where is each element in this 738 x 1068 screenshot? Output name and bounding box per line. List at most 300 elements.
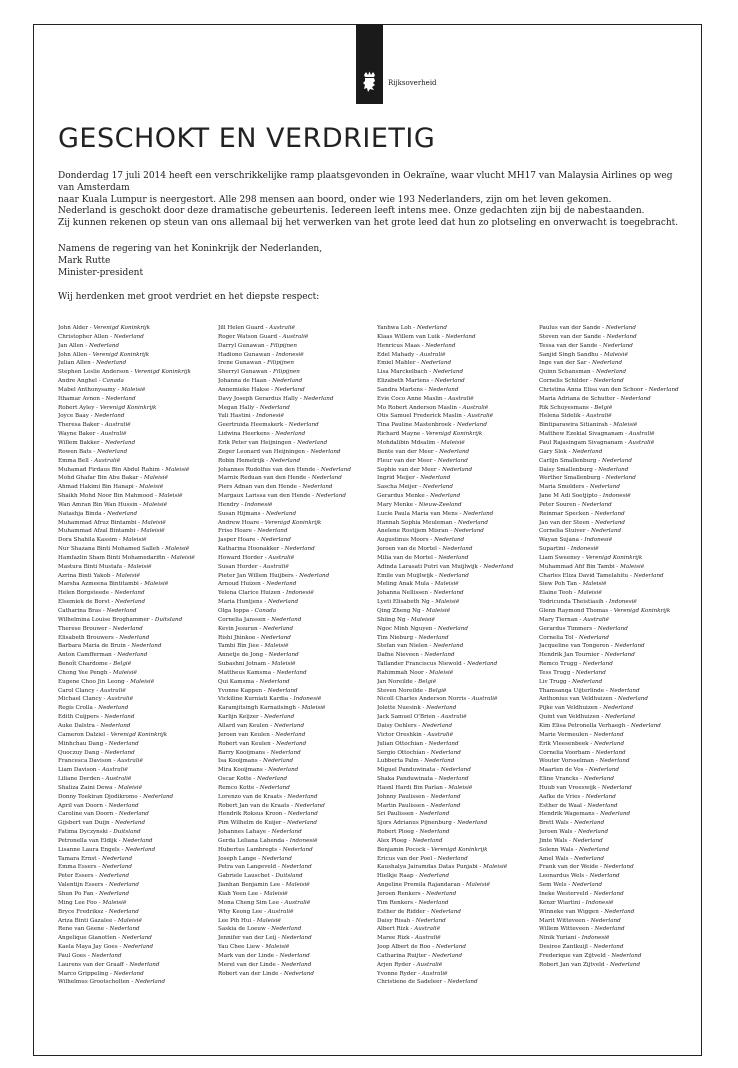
victim-name: Jinte Wals	[539, 837, 568, 844]
signature-line: Namens de regering van het Koninkrijk der Nederlanden,	[58, 244, 323, 254]
victim-name: Hendry	[218, 501, 240, 508]
victim-name: Susan Hijmans	[218, 510, 261, 517]
victim-nationality: Nederland	[483, 563, 514, 570]
victim-nationality: Nederland	[131, 643, 162, 650]
victim-entry: Jianhan Benjamin Lee - Maleisië	[218, 882, 310, 889]
signature-block	[58, 243, 683, 279]
victim-name: Roger Watson Guard	[218, 333, 278, 340]
victim-name: Liv Trugg	[539, 678, 567, 685]
victim-nationality: Nederland	[108, 908, 139, 915]
victim-nationality: Nederland	[430, 908, 461, 915]
victim-nationality: Nederland	[286, 820, 318, 827]
victim-entry: Elisabeth Brouwers - Nederland	[58, 634, 150, 641]
victim-entry: Regis Crolla - Nederland	[58, 705, 129, 712]
victim-name: Helena Sidelik	[539, 413, 581, 420]
victim-name: Julian Ottochian	[377, 740, 424, 747]
victim-name: Eline Vrancks	[539, 776, 579, 783]
victim-nationality: Nederland	[594, 510, 625, 517]
victim-nationality: Nederland	[437, 855, 468, 862]
victim-name: Remco Kotte	[218, 784, 255, 791]
victim-name: Shaka Panduwinata	[377, 776, 434, 783]
victim-name: Victor Oreshkin	[377, 731, 422, 738]
victim-nationality: Nederland	[125, 846, 156, 853]
victim-nationality: Indonesië	[275, 351, 304, 358]
victim-name: Mohdalibin Mdsalim	[377, 439, 436, 446]
victim-entry: Tina Pauline Mastenbroek - Nederland	[377, 422, 487, 429]
victim-name: Catharina Bras	[58, 608, 101, 614]
intro-paragraph	[58, 170, 683, 206]
victim-entry: Bryce Fredriksz - Nederland	[58, 908, 139, 915]
victim-nationality: Nederland	[573, 855, 605, 862]
victim-name: Yvonne Ryder	[377, 970, 417, 977]
victim-nationality: Nederland	[594, 926, 625, 933]
victim-entry: Johannes Lahaye - Nederland	[218, 829, 302, 836]
victim-nationality: Nederland	[430, 749, 461, 756]
victim-nationality: Nederland	[104, 749, 135, 756]
victim-name: Tim Nieburg	[377, 634, 414, 641]
victim-nationality: Nederland	[97, 448, 128, 455]
victim-nationality: Nederland	[266, 581, 297, 588]
victim-entry: Jack Samuel O'Brien - Australië	[377, 714, 467, 721]
victim-entry: Julian Ottochian - Nederland	[377, 740, 459, 747]
victim-nationality: Nederland	[112, 625, 143, 632]
victim-entry: Yanhwa Loh - Nederland	[377, 325, 447, 331]
victim-nationality: Indonesië	[286, 590, 314, 597]
victim-entry: Aafke de Vries - Nederland	[539, 793, 616, 800]
victim-entry: Christina Anna Elisa van den Schoor - Nederland	[539, 386, 679, 393]
victim-name: Yuli Hastini	[218, 413, 251, 420]
victim-name: Paul Goes	[58, 952, 87, 959]
victim-nationality: Nederland	[426, 891, 457, 897]
victim-entry: Reinmar Specken - Nederland	[539, 510, 625, 517]
victim-entry: Emiel Mahler - Nederland	[377, 360, 452, 367]
org-name: Rijksoverheid	[388, 79, 437, 87]
victim-entry: Annetje de Jong - Nederland	[218, 652, 299, 659]
victim-nationality: Nederland	[416, 325, 447, 331]
victim-entry: Albert Rizk - Australië	[377, 926, 440, 933]
victim-nationality: Nederland	[575, 669, 606, 676]
victim-name: Matthew Ezekial Sivagnanam	[539, 431, 624, 438]
victim-nationality: Maleisië	[434, 581, 459, 588]
victim-entry: Paul Goes - Nederland	[58, 952, 122, 959]
victim-name: Quinn Schansman	[539, 369, 591, 376]
victim-nationality: Nederland	[434, 378, 465, 385]
victim-name: Johnny Paulissen	[377, 793, 426, 800]
victim-entry: Liliane Derden - Australië	[58, 776, 132, 783]
victim-nationality: Maleisië	[410, 616, 435, 623]
victim-entry: Maree Rizk - Australië	[377, 935, 441, 942]
victim-nationality: Nederland	[428, 740, 459, 747]
victim-entry: Jacqueline van Tongeren - Nederland	[539, 643, 645, 650]
victim-name: Andrew Hoare	[218, 519, 260, 526]
victim-entry: Wouter Vorsselman - Nederland	[539, 758, 630, 765]
victim-entry: Cornelia Voorham - Nederland	[539, 749, 626, 756]
victim-entry: Darryl Gunawan - Filipijnen	[218, 342, 297, 349]
victim-nationality: Nederland	[605, 325, 636, 331]
victim-nationality: Nederland	[418, 634, 449, 641]
victim-name: Ngoc Minh Nguyen	[377, 625, 433, 632]
victim-name: Lidwina Heerkens	[218, 431, 270, 438]
victim-name: Saskia de Loeuw	[218, 926, 266, 933]
victim-nationality: Nederland	[604, 652, 635, 659]
victim-nationality: Nederland	[108, 882, 139, 889]
victim-entry: Hielkje Raap - Nederland	[377, 873, 450, 880]
victim-nationality: Nederland	[281, 935, 312, 942]
victim-nationality: Nederland	[96, 360, 127, 367]
victim-name: Martin Paulissen	[377, 802, 425, 809]
victim-nationality: Nederland	[275, 431, 306, 438]
victim-name: Ericus van der Poel	[377, 855, 433, 862]
victim-nationality: Maleisië	[130, 678, 155, 685]
victim-entry: Barbara Maria de Bruin - Nederland	[58, 643, 162, 650]
victim-name: Dora Shahila Kassim	[58, 537, 118, 544]
victim-nationality: Australië	[117, 758, 143, 765]
victim-entry: Sherryl Gunawan - Filipijnen	[218, 369, 300, 376]
victim-entry: Frank van der Weide - Nederland	[539, 864, 634, 871]
victim-nationality: Australië	[462, 404, 489, 411]
victim-nationality: Nederland	[100, 722, 131, 729]
victim-nationality: Filipijnen	[273, 369, 300, 376]
victim-name: Liliane Derden	[58, 776, 101, 783]
victim-name: Peter Essers	[58, 873, 94, 880]
victim-entry: Karamjitsingh Karnailsingh - Maleisië	[218, 705, 326, 712]
victim-name: Glenn Raymond Thomas	[539, 608, 609, 614]
victim-nationality: Australië	[427, 731, 453, 738]
victim-nationality: Maleisië	[440, 439, 465, 446]
victim-name: Willem Bakker	[58, 439, 100, 446]
victim-entry: Jeroen van Keulen - Nederland	[218, 731, 306, 738]
victim-nationality: Nederland	[259, 678, 290, 685]
victim-entry: Wayan Sujana - Indonesië	[539, 537, 613, 544]
victim-name: Yau Chee Liew	[218, 944, 260, 951]
victim-name: Willem Witteveen	[539, 926, 590, 933]
victim-name: Charles Eliza David Tamelahitu	[539, 572, 629, 579]
victim-entry: Jeroen Wals - Nederland	[539, 829, 609, 836]
victim-name: Maria Huntjens	[218, 599, 263, 606]
victim-entry: Maria Smolders - Nederland	[539, 484, 620, 491]
victim-nationality: Australië	[440, 714, 467, 721]
victims-column	[539, 324, 697, 970]
victim-nationality: Nederland	[437, 457, 468, 464]
victim-name: Marit Witteveen	[539, 917, 586, 924]
victim-name: Helen Borgsteede	[58, 590, 110, 597]
victim-entry: Desiree Zantkuijl - Nederland	[539, 944, 624, 951]
victim-name: Elsemiek de Borst	[58, 599, 110, 606]
victim-nationality: Maleisië	[165, 466, 190, 473]
victim-entry: Paulus van der Sande - Nederland	[539, 325, 636, 331]
victim-entry: Merel van der Linde - Nederland	[218, 961, 312, 968]
victim-nationality: Verenigd Koninkrijk	[613, 608, 671, 614]
victim-name: Jianhan Benjamin Lee	[218, 882, 281, 889]
victim-entry: Joyce Baay - Nederland	[58, 413, 125, 420]
victim-nationality: Maleisië	[435, 599, 460, 606]
victim-name: Robert van Keulen	[218, 740, 271, 747]
victim-nationality: Nederland	[114, 590, 145, 597]
victim-name: Gary Slok	[539, 448, 567, 455]
victim-nationality: Nederland	[260, 537, 291, 544]
victim-name: Meling Anak Mula	[377, 581, 430, 588]
victim-entry: Siew Poh Tan - Maleisië	[539, 581, 607, 588]
victim-entry: Gary Slok - Nederland	[539, 448, 603, 455]
victim-nationality: Maleisië	[285, 882, 310, 889]
victim-entry: Irene Gunawan - Filipijnen	[218, 360, 294, 367]
victim-entry: Alex Ploeg - Nederland	[377, 837, 443, 844]
victim-nationality: Nederland	[272, 378, 303, 385]
victim-entry: Francesca Davison - Australië	[58, 758, 143, 765]
victim-nationality: Filipijnen	[270, 342, 297, 349]
victim-entry: Cornelis Schilder - Nederland	[539, 378, 624, 385]
victim-nationality: Nederland	[430, 793, 461, 800]
victim-entry: Andrew Hoare - Verenigd Koninkrijk	[218, 519, 322, 526]
victim-entry: Muhammad Afzal Bintambi - Maleisië	[58, 528, 165, 535]
victim-nationality: Maleisië	[265, 944, 290, 951]
victim-nationality: Maleisië	[139, 484, 164, 491]
condolence-line: Nederland is geschokt door deze dramatische gebeurtenis. Iedereen leeft intens mee. Onze gedachten zijn bij de nabestaanden.	[58, 206, 645, 216]
victim-nationality: Nederland	[592, 360, 623, 367]
victim-name: Fatima Dyczynski	[58, 829, 108, 836]
victim-name: Megan Hally	[218, 404, 255, 411]
victim-nationality: Nederland	[438, 776, 469, 783]
victim-entry: Rishi Jhinkoe - Nederland	[218, 634, 291, 641]
victim-entry: Kenzr Wiartini - Indonesië	[539, 899, 614, 906]
victim-name: Ming Lee Foo	[58, 899, 97, 906]
victim-nationality: België	[428, 687, 447, 694]
victim-entry: Friso Hoare - Nederland	[218, 528, 288, 535]
victim-nationality: Verenigd Koninkrijk	[110, 731, 168, 738]
victim-entry: Jane M Adi Soetjipto - Indonesië	[539, 493, 631, 500]
victim-nationality: Maleisië	[263, 891, 288, 897]
victim-entry: Muhammad Afruz Bintambi - Maleisië	[58, 519, 166, 526]
victim-nationality: Nederland	[281, 961, 312, 968]
victim-name: Hendrik Jan Tournier	[539, 652, 600, 659]
victim-nationality: Australië	[269, 325, 295, 331]
victim-name: Karamjitsingh Karnailsingh	[218, 705, 296, 712]
victim-nationality: Nederland	[593, 944, 624, 951]
victim-nationality: Nederland	[135, 979, 166, 986]
victim-nationality: Nederland	[609, 687, 640, 694]
victim-name: Cornelis Schilder	[539, 378, 589, 385]
victim-nationality: Nederland	[438, 572, 469, 579]
victim-entry: Elsemiek de Borst - Nederland	[58, 599, 146, 606]
victim-name: Mabel Anthonysamy	[58, 386, 116, 393]
victim-entry: Cornelia Tol - Nederland	[539, 634, 609, 641]
victim-entry: Lorenzo van de Kraats - Nederland	[218, 793, 318, 800]
victim-name: Gerardus Timmers	[539, 625, 593, 632]
victim-nationality: Nederland	[297, 439, 328, 446]
victim-nationality: België	[113, 661, 132, 668]
victim-name: Katharina Hoonakker	[218, 546, 280, 553]
victim-name: Tess Trugg	[539, 669, 571, 676]
victim-entry: Glenn Raymond Thomas - Verenigd Koninkrijk	[539, 608, 671, 614]
victim-name: Auke Dalstra	[58, 722, 95, 729]
victim-name: Tambi Bin Jiee	[218, 643, 260, 650]
victim-name: Shiing Ng	[377, 616, 406, 623]
victim-name: Wan Amran Bin Wan Hussin	[58, 501, 138, 508]
victim-nationality: Nederland	[123, 944, 154, 951]
victim-entry: Chong Yee Pengh - Maleisië	[58, 669, 137, 676]
victim-name: Wouter Vorsselman	[539, 758, 594, 765]
victim-name: Robert van der Linde	[218, 970, 279, 977]
victim-entry: Jan Allen - Nederland	[58, 342, 120, 349]
victims-list	[58, 324, 698, 1054]
victim-entry: Meling Anak Mula - Maleisië	[377, 581, 459, 588]
victim-name: Huub van Vreeswijk	[539, 784, 597, 791]
victim-name: Yodricunda Theistiasih	[539, 599, 604, 606]
victim-entry: Angeline Premila Rajandaran - Maleisië	[377, 882, 490, 889]
victim-entry: Roger Watson Guard - Australië	[218, 333, 309, 340]
victim-name: Tessa van der Sande	[539, 342, 598, 349]
victim-name: Valentijn Essers	[58, 882, 104, 889]
victim-entry: Angelique Gianotten - Nederland	[58, 935, 152, 942]
victim-name: Hannah Sophia Meuleman	[377, 519, 453, 526]
victim-name: Steven van der Sande	[539, 333, 602, 340]
victim-name: Robert Ayley	[58, 404, 95, 411]
victim-nationality: Nederland	[597, 625, 628, 632]
victim-name: Joop Albert de Roo	[377, 944, 431, 951]
victims-column	[58, 324, 216, 987]
victim-nationality: Maleisië	[117, 917, 142, 924]
victim-name: Werther Smallenburg	[539, 475, 601, 482]
victim-name: Carlijn Smallenburg	[539, 457, 597, 464]
victim-entry: Shun Po Fan - Nederland	[58, 891, 130, 897]
victim-entry: Huub van Vreeswijk - Nederland	[539, 784, 632, 791]
victim-name: Rahimmah Noor	[377, 669, 424, 676]
victim-name: Desiree Zantkuijl	[539, 944, 588, 951]
victim-name: Winneke van Wiggen	[539, 908, 599, 915]
victim-nationality: Nederland	[259, 404, 290, 411]
victim-entry: Hendrik Roksus Kroon - Nederland	[218, 811, 318, 818]
victim-entry: Pim Wilhelm de Kuijer - Nederland	[218, 820, 318, 827]
victim-entry: Qing Zheng Ng - Maleisië	[377, 608, 450, 614]
victim-nationality: Nederland	[117, 652, 148, 659]
victim-name: Sophie van der Meer	[377, 466, 437, 473]
victim-entry: Eline Vrancks - Nederland	[539, 776, 614, 783]
victim-entry: Hendrik Wagemans - Nederland	[539, 811, 631, 818]
victim-nationality: Nederland	[119, 634, 150, 641]
victim-nationality: Nederland	[129, 961, 160, 968]
victim-name: Jeroen van Keulen	[218, 731, 270, 738]
victim-entry: Daisy Smallenburg - Nederland	[539, 466, 629, 473]
victim-name: Mary Tiernan	[539, 616, 578, 623]
victim-nationality: Maleisië	[448, 784, 473, 791]
victim-nationality: Nederland	[261, 855, 292, 862]
victim-nationality: Nederland	[91, 952, 122, 959]
victim-name: Francesca Davison	[58, 758, 112, 765]
victim-nationality: Maleisië	[613, 422, 638, 429]
victim-nationality: Nederland	[574, 820, 605, 827]
victim-nationality: Nederland	[420, 360, 452, 367]
victim-nationality: Verenigd Koninkrijk	[425, 431, 483, 438]
victim-nationality: Nederland	[428, 386, 459, 393]
victim-nationality: Nederland	[122, 837, 153, 844]
victim-entry: Kevin Jesurun - Nederland	[218, 625, 294, 632]
victim-name: Tamara Ernst	[58, 855, 97, 862]
victim-name: Ineke Westerveld	[539, 891, 589, 897]
victims-column	[218, 324, 376, 978]
victim-entry: Maria Adriana de Schutter - Nederland	[539, 395, 651, 402]
victim-entry: Eugene Choo Jin Leong - Maleisië	[58, 678, 155, 685]
victim-nationality: Nederland	[260, 634, 291, 641]
victim-name: Kevin Jesurun	[218, 625, 258, 632]
victim-name: Jacqueline van Tongeren	[539, 643, 610, 650]
victim-nationality: Indonesië	[244, 501, 273, 508]
victim-entry: Peter Essers - Nederland	[58, 873, 130, 880]
victim-nationality: Australië	[414, 926, 440, 933]
victim-entry: Sergio Ottochian - Nederland	[377, 749, 461, 756]
victim-nationality: Nederland	[422, 722, 453, 729]
victim-entry: Cornelia Janssen - Nederland	[218, 616, 302, 623]
victim-name: Muhammad Afruz Bintambi	[58, 519, 137, 526]
victim-nationality: Nederland	[596, 369, 627, 376]
victim-entry: Lee Pih Hui - Maleisië	[218, 917, 281, 924]
victim-name: Daisy Oehlers	[377, 722, 417, 729]
victim-name: April van Doorn	[58, 802, 104, 809]
victim-name: Reinmar Specken	[539, 510, 590, 517]
victim-name: Gerardus Menke	[377, 493, 425, 500]
victim-nationality: Nederland	[587, 802, 618, 809]
victim-nationality: Indonesië	[289, 837, 318, 844]
victim-name: Elizabeth Martens	[377, 378, 430, 385]
victim-entry: Hendry - Indonesië	[218, 501, 273, 508]
victim-nationality: Maleisië	[122, 537, 147, 544]
victim-nationality: Nederland	[437, 625, 468, 632]
victim-name: Maria Smolders	[539, 484, 585, 491]
victim-nationality: Australië	[107, 696, 133, 703]
victim-entry: Augustinus Moors - Nederland	[377, 537, 465, 544]
victim-name: Daisy Risah	[377, 917, 411, 924]
victim-name: Carol Clancy	[58, 687, 95, 694]
victim-name: Allard van Keulen	[218, 722, 269, 729]
victim-name: Sjors Adrianus Pijnenburg	[377, 820, 452, 827]
victim-name: Arnoud Huizen	[218, 581, 261, 588]
victim-name: Bente van der Meer	[377, 448, 434, 455]
victim-entry: Rene van Geene - Nederland	[58, 926, 140, 933]
victim-name: Marnix Reduan van den Hende	[218, 475, 307, 482]
victim-entry: Therese Brouwer - Nederland	[58, 625, 143, 632]
victim-entry: Sem Wels - Nederland	[539, 882, 603, 889]
victim-entry: Mo Robert Anderson Maslin - Australië	[377, 404, 489, 411]
victim-nationality: Nederland	[303, 395, 334, 402]
victim-entry: Minhchau Dang - Nederland	[58, 740, 139, 747]
victim-nationality: Australië	[471, 696, 498, 703]
victim-name: Jasper Hoare	[218, 537, 256, 544]
victim-name: Emile van Muijlwijk	[377, 572, 434, 579]
victim-entry: Pieter Jan Willem Huijbers - Nederland	[218, 572, 330, 579]
victim-entry: Wan Amran Bin Wan Hussin - Maleisië	[58, 501, 167, 508]
victim-entry: Lubberta Palm - Nederland	[377, 758, 455, 765]
victim-name: Evie Coco Anne Maslin	[377, 395, 443, 402]
victim-name: Liam Davison	[58, 767, 97, 774]
victim-nationality: Nederland	[426, 705, 457, 712]
victim-entry: Esther de Ridder - Nederland	[377, 908, 461, 915]
victim-entry: Donny Toekiran Djodikromo - Nederland	[58, 793, 174, 800]
victim-name: Elisabeth Brouwers	[58, 634, 114, 641]
victim-name: Shaliza Zaini Dewa	[58, 784, 113, 791]
victim-name: Kim Elisa Petronella Verhaegh	[539, 722, 626, 729]
victim-nationality: Nederland	[268, 767, 299, 774]
victim-name: Maarten de Vos	[539, 767, 584, 774]
victim-name: Rene van Geene	[58, 926, 105, 933]
victim-nationality: Nederland	[294, 802, 325, 809]
victim-name: Mo Robert Anderson Maslin	[377, 404, 457, 411]
victim-nationality: Nederland	[115, 599, 146, 606]
victim-nationality: Nederland	[276, 669, 307, 676]
victim-name: Johanna de Haan	[218, 378, 267, 385]
victim-name: Jeroen Wals	[539, 829, 573, 836]
victim-entry: Willem Bakker - Nederland	[58, 439, 136, 446]
victim-nationality: Nederland	[271, 829, 302, 836]
victim-nationality: Nederland	[259, 784, 290, 791]
